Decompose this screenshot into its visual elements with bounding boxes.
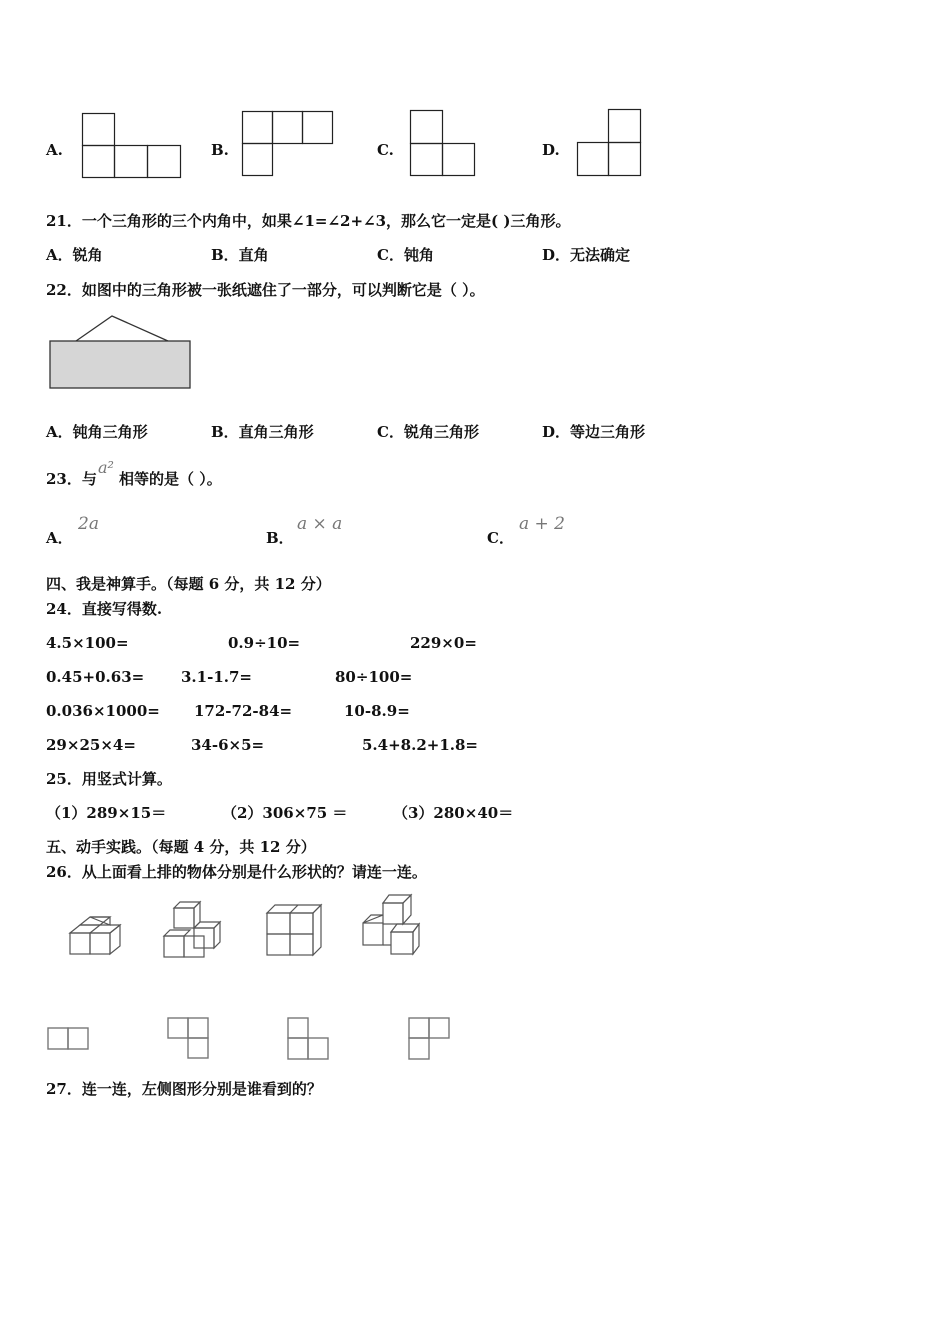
q25-item-3: （3）280×40＝ <box>393 804 514 822</box>
q22-option-a: A．钝角三角形 <box>46 423 148 441</box>
q21-option-d: D．无法确定 <box>542 246 631 264</box>
q26-stem: 26．从上面看上排的物体分别是什么形状的？请连一连。 <box>46 863 427 881</box>
q23-stem-prefix: 23．与 <box>46 470 97 488</box>
calc-item: 10-8.9= <box>344 702 410 720</box>
q26-top-view-4 <box>408 1017 452 1061</box>
q21-stem: 21．一个三角形的三个内角中，如果∠1=∠2+∠3，那么它一定是( )三角形。 <box>46 212 571 230</box>
calc-item: 0.036×1000= <box>46 702 160 720</box>
q23-option-b-expression: a × a <box>297 514 343 534</box>
q25-item-1: （1）289×15＝ <box>46 804 167 822</box>
q23-option-a-expression: 2a <box>78 514 99 534</box>
calc-item: 34-6×5= <box>191 736 265 754</box>
q27-stem: 27．连一连，左侧图形分别是谁看到的？ <box>46 1080 322 1098</box>
calc-item: 229×0= <box>410 634 477 652</box>
section4-title: 四、我是神算手。（每题 6 分，共 12 分） <box>46 575 331 593</box>
section5-title: 五、动手实践。（每题 4 分，共 12 分） <box>46 838 316 856</box>
q20-figure-c <box>410 110 476 178</box>
q26-cube-figure-3 <box>265 903 321 957</box>
q23-option-c-label: C． <box>487 529 514 547</box>
q21-option-a: A．锐角 <box>46 246 103 264</box>
q26-cube-figure-4 <box>359 893 425 957</box>
q26-cube-figure-2 <box>162 900 226 960</box>
q24-stem: 24．直接写得数. <box>46 600 163 618</box>
q25-stem: 25．用竖式计算。 <box>46 770 172 788</box>
q22-option-b: B．直角三角形 <box>211 423 314 441</box>
q22-stem: 22．如图中的三角形被一张纸遮住了一部分，可以判断它是（ ）。 <box>46 281 485 299</box>
q21-option-c: C．钝角 <box>377 246 434 264</box>
q22-covered-triangle-figure <box>48 314 194 392</box>
q20-figure-d <box>577 109 643 178</box>
q23-option-b-label: B． <box>266 529 294 547</box>
calc-item: 4.5×100= <box>46 634 129 652</box>
q23-stem-expression: a² <box>98 458 114 477</box>
q23-stem-suffix: 相等的是（ ）。 <box>119 470 222 488</box>
q20-figure-b <box>242 111 334 177</box>
calc-item: 5.4+8.2+1.8= <box>362 736 478 754</box>
q26-top-view-1 <box>47 1027 91 1052</box>
q23-option-c-expression: a + 2 <box>519 514 566 534</box>
calc-item: 3.1-1.7= <box>181 668 252 686</box>
q22-option-d: D．等边三角形 <box>542 423 646 441</box>
q20-option-b-label: B. <box>211 141 229 159</box>
q20-option-a-label: A. <box>46 141 63 159</box>
q20-figure-a <box>82 113 182 179</box>
calc-item: 80÷100= <box>335 668 413 686</box>
calc-item: 29×25×4= <box>46 736 136 754</box>
calc-item: 0.9÷10= <box>228 634 301 652</box>
q26-cube-figure-1 <box>68 913 124 957</box>
calc-item: 0.45+0.63= <box>46 668 145 686</box>
q26-top-view-3 <box>287 1017 331 1061</box>
q25-item-2: （2）306×75 ＝ <box>222 804 348 822</box>
calc-item: 172-72-84= <box>194 702 293 720</box>
q22-option-c: C．锐角三角形 <box>377 423 479 441</box>
q23-option-a-label: A． <box>46 529 73 547</box>
q20-option-c-label: C. <box>377 141 394 159</box>
q21-option-b: B．直角 <box>211 246 269 264</box>
q26-top-view-2 <box>167 1017 211 1060</box>
q20-option-d-label: D. <box>542 141 560 159</box>
